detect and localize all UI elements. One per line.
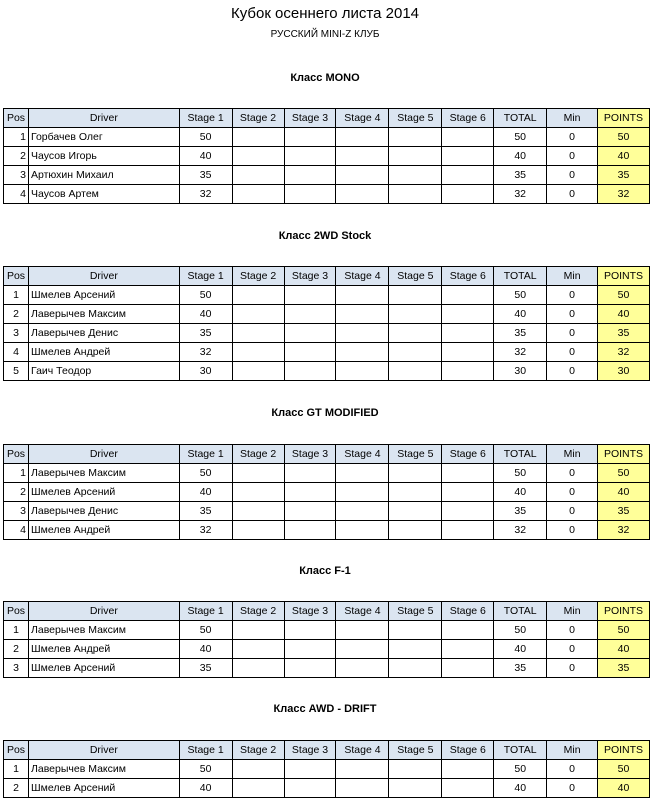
column-header: Stage 1 xyxy=(179,741,232,760)
table-row xyxy=(4,659,650,678)
column-header: Stage 2 xyxy=(232,267,284,286)
column-header: TOTAL xyxy=(494,741,547,760)
driver-cell: Шмелев Арсений xyxy=(28,779,179,798)
table-header-row xyxy=(4,267,650,286)
stage1-cell: 32 xyxy=(179,185,232,204)
stage3-cell xyxy=(284,502,336,521)
column-header: Stage 3 xyxy=(284,445,336,464)
column-header: Min xyxy=(547,109,598,128)
column-header: Pos xyxy=(4,109,29,128)
stage4-cell xyxy=(336,621,389,640)
stage4-cell xyxy=(336,760,389,779)
stage3-cell xyxy=(284,659,336,678)
results-table xyxy=(3,108,650,204)
pos-cell: 4 xyxy=(4,343,29,362)
column-header: Driver xyxy=(28,445,179,464)
driver-cell: Лаверычев Денис xyxy=(28,324,179,343)
column-header: Stage 5 xyxy=(389,602,442,621)
column-header: Pos xyxy=(4,445,29,464)
stage4-cell xyxy=(336,464,389,483)
column-header: Stage 2 xyxy=(232,741,284,760)
points-cell: 40 xyxy=(598,483,650,502)
class-title: Класс GT MODIFIED xyxy=(271,407,379,419)
stage4-cell xyxy=(336,305,389,324)
total-cell: 32 xyxy=(494,343,547,362)
total-cell: 35 xyxy=(494,166,547,185)
stage2-cell xyxy=(232,324,284,343)
stage4-cell xyxy=(336,659,389,678)
stage3-cell xyxy=(284,185,336,204)
stage2-cell xyxy=(232,305,284,324)
stage6-cell xyxy=(442,343,494,362)
table-header-row xyxy=(4,602,650,621)
column-header: Stage 2 xyxy=(232,445,284,464)
driver-cell: Шмелев Андрей xyxy=(28,343,179,362)
stage1-cell: 40 xyxy=(179,779,232,798)
column-header: Stage 4 xyxy=(336,267,389,286)
column-header: Driver xyxy=(28,267,179,286)
stage3-cell xyxy=(284,305,336,324)
results-table xyxy=(3,740,650,798)
page-subtitle: РУССКИЙ MINI-Z КЛУБ xyxy=(270,29,380,40)
table-row xyxy=(4,343,650,362)
column-header: Min xyxy=(547,267,598,286)
points-cell: 40 xyxy=(598,779,650,798)
pos-cell: 4 xyxy=(4,521,29,540)
points-cell: 35 xyxy=(598,502,650,521)
column-header: Stage 6 xyxy=(442,445,494,464)
stage2-cell xyxy=(232,483,284,502)
table-row xyxy=(4,324,650,343)
table-row xyxy=(4,640,650,659)
points-cell: 32 xyxy=(598,521,650,540)
stage6-cell xyxy=(442,286,494,305)
stage3-cell xyxy=(284,362,336,381)
pos-cell: 5 xyxy=(4,362,29,381)
points-cell: 40 xyxy=(598,640,650,659)
stage1-cell: 35 xyxy=(179,166,232,185)
column-header: Stage 4 xyxy=(336,445,389,464)
stage3-cell xyxy=(284,483,336,502)
driver-cell: Лаверычев Денис xyxy=(28,502,179,521)
column-header: TOTAL xyxy=(494,267,547,286)
total-cell: 50 xyxy=(494,286,547,305)
pos-cell: 2 xyxy=(4,640,29,659)
column-header: Stage 3 xyxy=(284,109,336,128)
column-header: Driver xyxy=(28,741,179,760)
column-header: Min xyxy=(547,445,598,464)
table-row xyxy=(4,502,650,521)
table-row xyxy=(4,128,650,147)
column-header: Stage 5 xyxy=(389,109,442,128)
stage4-cell xyxy=(336,128,389,147)
stage5-cell xyxy=(389,464,442,483)
driver-cell: Шмелев Андрей xyxy=(28,640,179,659)
driver-cell: Чаусов Артем xyxy=(28,185,179,204)
stage1-cell: 50 xyxy=(179,286,232,305)
driver-cell: Лаверычев Максим xyxy=(28,464,179,483)
total-cell: 40 xyxy=(494,640,547,659)
stage6-cell xyxy=(442,760,494,779)
pos-cell: 1 xyxy=(4,760,29,779)
driver-cell: Горбачев Олег xyxy=(28,128,179,147)
driver-cell: Шмелев Андрей xyxy=(28,521,179,540)
column-header: Stage 6 xyxy=(442,741,494,760)
total-cell: 35 xyxy=(494,324,547,343)
column-header: Stage 6 xyxy=(442,109,494,128)
stage2-cell xyxy=(232,760,284,779)
total-cell: 40 xyxy=(494,483,547,502)
points-cell: 30 xyxy=(598,362,650,381)
stage1-cell: 50 xyxy=(179,621,232,640)
pos-cell: 2 xyxy=(4,147,29,166)
total-cell: 32 xyxy=(494,185,547,204)
stage3-cell xyxy=(284,760,336,779)
table-row xyxy=(4,621,650,640)
stage2-cell xyxy=(232,362,284,381)
column-header: POINTS xyxy=(598,741,650,760)
min-cell: 0 xyxy=(547,659,598,678)
stage2-cell xyxy=(232,166,284,185)
column-header: Pos xyxy=(4,602,29,621)
stage5-cell xyxy=(389,779,442,798)
points-cell: 50 xyxy=(597,128,649,147)
table-header-row xyxy=(4,445,650,464)
class-title: Класс 2WD Stock xyxy=(278,230,372,242)
stage5-cell xyxy=(389,640,442,659)
column-header: Stage 1 xyxy=(179,445,232,464)
driver-cell: Лаверычев Максим xyxy=(28,305,179,324)
total-cell: 40 xyxy=(494,147,547,166)
stage4-cell xyxy=(336,185,389,204)
pos-cell: 3 xyxy=(4,166,29,185)
stage1-cell: 35 xyxy=(179,324,232,343)
points-cell: 32 xyxy=(598,343,650,362)
stage4-cell xyxy=(336,362,389,381)
stage2-cell xyxy=(232,779,284,798)
points-cell: 50 xyxy=(598,621,650,640)
column-header: Pos xyxy=(4,741,29,760)
stage6-cell xyxy=(442,128,494,147)
stage5-cell xyxy=(389,166,442,185)
stage1-cell: 30 xyxy=(179,362,232,381)
stage1-cell: 40 xyxy=(179,483,232,502)
min-cell: 0 xyxy=(547,343,598,362)
stage1-cell: 40 xyxy=(179,640,232,659)
stage6-cell xyxy=(442,659,494,678)
stage5-cell xyxy=(389,502,442,521)
stage4-cell xyxy=(336,286,389,305)
pos-cell: 1 xyxy=(4,286,29,305)
min-cell: 0 xyxy=(547,483,598,502)
driver-cell: Артюхин Михаил xyxy=(28,166,179,185)
stage6-cell xyxy=(442,464,494,483)
pos-cell: 2 xyxy=(4,305,29,324)
stage1-cell: 35 xyxy=(179,659,232,678)
points-cell: 50 xyxy=(598,464,650,483)
table-row xyxy=(4,464,650,483)
stage5-cell xyxy=(389,128,442,147)
stage5-cell xyxy=(389,185,442,204)
pos-cell: 2 xyxy=(4,483,29,502)
driver-cell: Лаверычев Максим xyxy=(28,760,179,779)
stage4-cell xyxy=(336,483,389,502)
stage4-cell xyxy=(336,502,389,521)
stage1-cell: 50 xyxy=(179,760,232,779)
stage5-cell xyxy=(389,483,442,502)
total-cell: 32 xyxy=(494,521,547,540)
results-table xyxy=(3,444,650,540)
min-cell: 0 xyxy=(547,305,598,324)
column-header: POINTS xyxy=(598,602,650,621)
points-cell: 50 xyxy=(598,760,650,779)
pos-cell: 3 xyxy=(4,502,29,521)
pos-cell: 1 xyxy=(4,464,29,483)
stage5-cell xyxy=(389,305,442,324)
driver-cell: Шмелев Арсений xyxy=(28,483,179,502)
column-header: Stage 4 xyxy=(336,741,389,760)
driver-cell: Чаусов Игорь xyxy=(28,147,179,166)
column-header: Stage 5 xyxy=(389,741,442,760)
column-header: Stage 6 xyxy=(442,602,494,621)
stage6-cell xyxy=(442,521,494,540)
stage4-cell xyxy=(336,521,389,540)
points-cell: 35 xyxy=(598,659,650,678)
min-cell: 0 xyxy=(547,760,598,779)
min-cell: 0 xyxy=(547,128,598,147)
stage6-cell xyxy=(442,324,494,343)
column-header: TOTAL xyxy=(494,445,547,464)
stage2-cell xyxy=(232,185,284,204)
pos-cell: 1 xyxy=(4,621,29,640)
stage2-cell xyxy=(232,286,284,305)
stage4-cell xyxy=(336,779,389,798)
stage1-cell: 50 xyxy=(179,128,232,147)
stage2-cell xyxy=(232,343,284,362)
stage1-cell: 32 xyxy=(179,343,232,362)
table-row xyxy=(4,760,650,779)
min-cell: 0 xyxy=(547,286,598,305)
points-cell: 35 xyxy=(598,324,650,343)
column-header: POINTS xyxy=(598,445,650,464)
stage5-cell xyxy=(389,521,442,540)
total-cell: 50 xyxy=(494,621,547,640)
points-cell: 40 xyxy=(597,147,649,166)
class-title: Класс AWD - DRIFT xyxy=(273,703,377,715)
min-cell: 0 xyxy=(547,147,598,166)
stage3-cell xyxy=(284,779,336,798)
column-header: Stage 2 xyxy=(232,602,284,621)
table-row xyxy=(4,305,650,324)
column-header: Stage 3 xyxy=(284,267,336,286)
stage2-cell xyxy=(232,464,284,483)
stage2-cell xyxy=(232,621,284,640)
table-header-row xyxy=(4,109,650,128)
column-header: Driver xyxy=(28,602,179,621)
table-row xyxy=(4,147,650,166)
stage2-cell xyxy=(232,521,284,540)
stage1-cell: 50 xyxy=(179,464,232,483)
stage5-cell xyxy=(389,343,442,362)
stage5-cell xyxy=(389,659,442,678)
table-row xyxy=(4,483,650,502)
table-row xyxy=(4,779,650,798)
column-header: Stage 5 xyxy=(389,445,442,464)
min-cell: 0 xyxy=(547,621,598,640)
min-cell: 0 xyxy=(547,779,598,798)
stage5-cell xyxy=(389,286,442,305)
stage6-cell xyxy=(442,305,494,324)
stage2-cell xyxy=(232,502,284,521)
column-header: Stage 4 xyxy=(336,109,389,128)
stage1-cell: 32 xyxy=(179,521,232,540)
column-header: Min xyxy=(547,602,598,621)
results-table xyxy=(3,601,650,678)
column-header: TOTAL xyxy=(494,109,547,128)
driver-cell: Лаверычев Максим xyxy=(28,621,179,640)
column-header: Stage 1 xyxy=(179,267,232,286)
stage5-cell xyxy=(389,362,442,381)
table-row xyxy=(4,286,650,305)
stage2-cell xyxy=(232,659,284,678)
column-header: Stage 4 xyxy=(336,602,389,621)
stage2-cell xyxy=(232,640,284,659)
column-header: Stage 1 xyxy=(179,109,232,128)
table-row xyxy=(4,362,650,381)
column-header: Stage 5 xyxy=(389,267,442,286)
stage5-cell xyxy=(389,621,442,640)
stage3-cell xyxy=(284,128,336,147)
stage5-cell xyxy=(389,324,442,343)
stage6-cell xyxy=(442,502,494,521)
column-header: Driver xyxy=(28,109,179,128)
stage6-cell xyxy=(442,779,494,798)
driver-cell: Шмелев Арсений xyxy=(28,286,179,305)
driver-cell: Гаич Теодор xyxy=(28,362,179,381)
driver-cell: Шмелев Арсений xyxy=(28,659,179,678)
stage3-cell xyxy=(284,147,336,166)
stage3-cell xyxy=(284,324,336,343)
total-cell: 30 xyxy=(494,362,547,381)
stage5-cell xyxy=(389,760,442,779)
column-header: Stage 6 xyxy=(442,267,494,286)
column-header: POINTS xyxy=(597,109,649,128)
pos-cell: 3 xyxy=(4,324,29,343)
min-cell: 0 xyxy=(547,362,598,381)
total-cell: 50 xyxy=(494,464,547,483)
stage4-cell xyxy=(336,147,389,166)
column-header: Pos xyxy=(4,267,29,286)
stage6-cell xyxy=(442,362,494,381)
results-table xyxy=(3,266,650,381)
pos-cell: 3 xyxy=(4,659,29,678)
stage3-cell xyxy=(284,286,336,305)
page-title: Кубок осеннего листа 2014 xyxy=(230,5,420,22)
pos-cell: 2 xyxy=(4,779,29,798)
min-cell: 0 xyxy=(547,640,598,659)
stage2-cell xyxy=(232,147,284,166)
column-header: Min xyxy=(547,741,598,760)
stage3-cell xyxy=(284,464,336,483)
stage1-cell: 35 xyxy=(179,502,232,521)
pos-cell: 4 xyxy=(4,185,29,204)
class-title: Класс MONO xyxy=(290,72,360,84)
total-cell: 50 xyxy=(494,760,547,779)
column-header: Stage 2 xyxy=(232,109,284,128)
stage3-cell xyxy=(284,640,336,659)
pos-cell: 1 xyxy=(4,128,29,147)
stage4-cell xyxy=(336,166,389,185)
stage4-cell xyxy=(336,640,389,659)
stage6-cell xyxy=(442,147,494,166)
points-cell: 40 xyxy=(598,305,650,324)
min-cell: 0 xyxy=(547,464,598,483)
table-row xyxy=(4,166,650,185)
stage2-cell xyxy=(232,128,284,147)
column-header: Stage 3 xyxy=(284,741,336,760)
stage6-cell xyxy=(442,185,494,204)
stage1-cell: 40 xyxy=(179,305,232,324)
table-row xyxy=(4,521,650,540)
column-header: POINTS xyxy=(598,267,650,286)
stage3-cell xyxy=(284,621,336,640)
points-cell: 35 xyxy=(597,166,649,185)
table-row xyxy=(4,185,650,204)
min-cell: 0 xyxy=(547,502,598,521)
total-cell: 40 xyxy=(494,305,547,324)
stage4-cell xyxy=(336,324,389,343)
stage3-cell xyxy=(284,343,336,362)
total-cell: 40 xyxy=(494,779,547,798)
column-header: TOTAL xyxy=(494,602,547,621)
min-cell: 0 xyxy=(547,185,598,204)
column-header: Stage 1 xyxy=(179,602,232,621)
stage6-cell xyxy=(442,621,494,640)
min-cell: 0 xyxy=(547,166,598,185)
stage1-cell: 40 xyxy=(179,147,232,166)
points-cell: 50 xyxy=(598,286,650,305)
points-cell: 32 xyxy=(597,185,649,204)
min-cell: 0 xyxy=(547,324,598,343)
class-title: Класс F-1 xyxy=(299,565,351,577)
stage6-cell xyxy=(442,640,494,659)
stage6-cell xyxy=(442,166,494,185)
total-cell: 35 xyxy=(494,502,547,521)
min-cell: 0 xyxy=(547,521,598,540)
stage6-cell xyxy=(442,483,494,502)
table-header-row xyxy=(4,741,650,760)
stage3-cell xyxy=(284,521,336,540)
total-cell: 50 xyxy=(494,128,547,147)
stage4-cell xyxy=(336,343,389,362)
stage3-cell xyxy=(284,166,336,185)
stage5-cell xyxy=(389,147,442,166)
total-cell: 35 xyxy=(494,659,547,678)
column-header: Stage 3 xyxy=(284,602,336,621)
